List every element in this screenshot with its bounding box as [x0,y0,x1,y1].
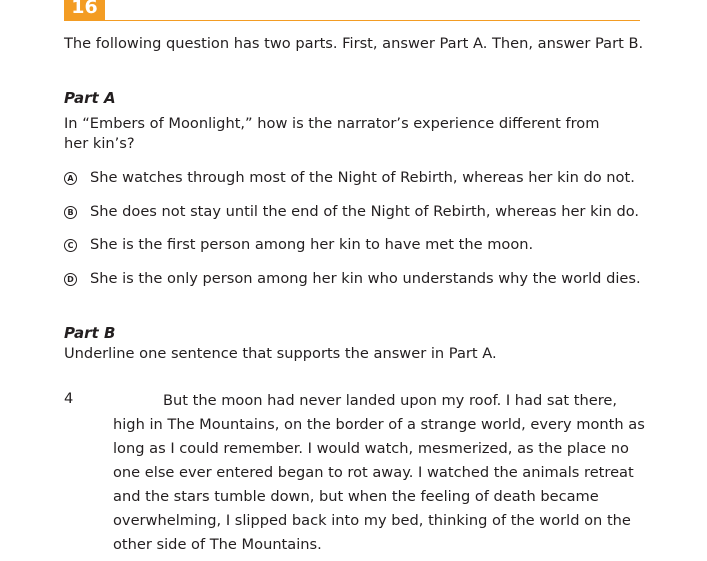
part-b-stem: Underline one sentence that supports the answer in Part A. [64,345,497,362]
passage-line[interactable]: But the moon had never landed upon my roof. I had sat there, [163,392,618,409]
answer-choice-c[interactable] [64,235,533,255]
passage-line[interactable]: long as I could remember. I would watch, mesmerized, as the place no [113,440,629,457]
answer-choice-b[interactable] [64,202,639,222]
choice-b-bubble-icon[interactable]: B [64,206,77,219]
part-a-stem-line: her kin’s? [64,135,135,152]
part-a-stem-line: In “Embers of Moonlight,” how is the narrator’s experience different from [64,115,600,132]
part-a-stem [64,114,599,154]
question-number-badge: 16 [64,0,105,20]
header-rule [64,20,640,21]
choice-a-bubble-icon[interactable]: A [64,172,77,185]
paragraph-number: 4 [64,390,74,407]
part-a-heading: Part A [64,89,116,107]
choice-c-text: She is the first person among her kin to have met the moon. [90,236,534,253]
choice-d-text: She is the only person among her kin who understands why the world dies. [90,270,641,287]
passage-paragraph[interactable] [113,389,653,557]
choice-d-bubble-icon[interactable]: D [64,273,77,286]
passage-line[interactable]: other side of The Mountains. [113,536,322,553]
answer-choice-d[interactable] [64,269,641,289]
passage-line[interactable]: overwhelming, I slipped back into my bed, thinking of the world on the [113,512,631,529]
choice-a-text: She watches through most of the Night of Rebirth, whereas her kin do not. [90,169,635,186]
answer-choice-a[interactable] [64,168,635,188]
choice-b-text: She does not stay until the end of the Night of Rebirth, whereas her kin do. [90,203,640,220]
passage-line[interactable]: and the stars tumble down, but when the feeling of death became [113,488,599,505]
passage-line[interactable]: high in The Mountains, on the border of a strange world, every month as [113,416,645,433]
question-intro: The following question has two parts. First, answer Part A. Then, answer Part B. [64,35,644,52]
choice-c-bubble-icon[interactable]: C [64,239,77,252]
passage-line[interactable]: one else ever entered began to rot away. I watched the animals retreat [113,464,634,481]
part-b-heading: Part B [64,324,116,342]
